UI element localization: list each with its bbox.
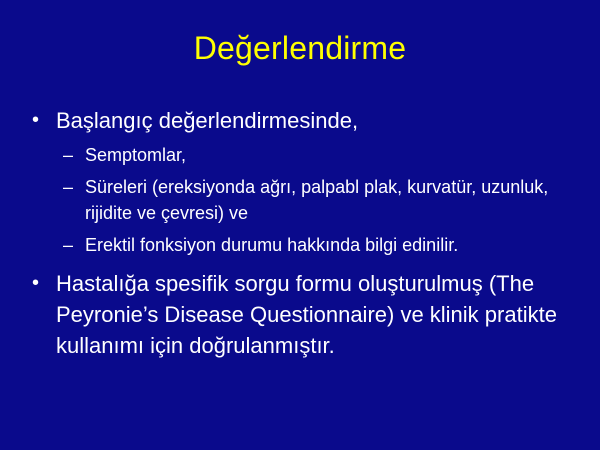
- sub-bullet-item: [30, 174, 575, 226]
- sub-bullet-text: Süreleri (ereksiyonda ağrı, palpabl plak, kurvatür, uzunluk, rijidite ve çevresi) ve: [85, 177, 549, 223]
- dash-marker: –: [63, 145, 74, 165]
- dash-marker: –: [63, 177, 74, 197]
- bullet-item: [30, 105, 575, 136]
- slide-title: Değerlendirme: [193, 30, 407, 66]
- bullet-item: [30, 268, 575, 361]
- bullet-marker: •: [32, 272, 40, 294]
- sub-bullet-item: [30, 142, 575, 168]
- sub-bullet-text: Erektil fonksiyon durumu hakkında bilgi edinilir.: [85, 235, 459, 255]
- bullet-text: Başlangıç değerlendirmesinde,: [56, 108, 359, 133]
- bullet-marker: •: [32, 109, 40, 131]
- bullet-text: Hastalığa spesifik sorgu formu oluşturulmuş (The Peyronie’s Disease Questionnaire) ve klinik pratikte kullanımı için doğrulanmıştır.: [56, 271, 557, 358]
- bullet-list: [30, 105, 575, 361]
- sub-bullet-item: [30, 232, 575, 258]
- dash-marker: –: [63, 235, 74, 255]
- sub-bullet-text: Semptomlar,: [85, 145, 187, 165]
